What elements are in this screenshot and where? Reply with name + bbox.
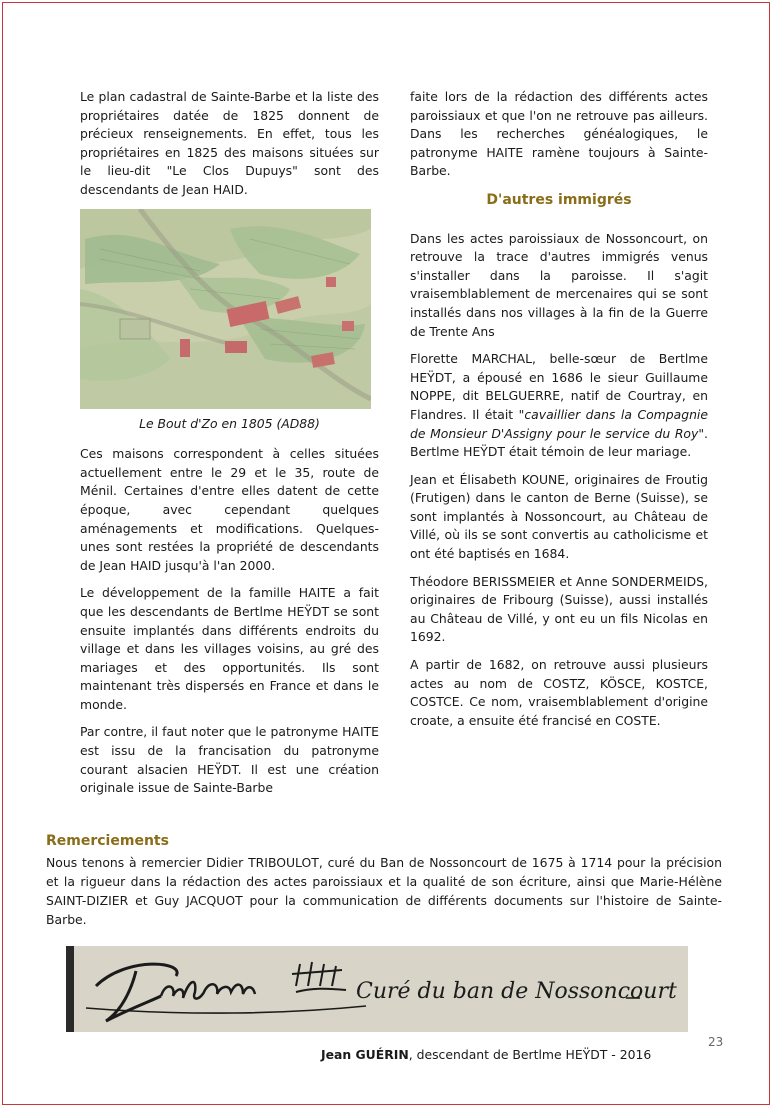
- patronym-paragraph: Par contre, il faut noter que le patronyme HAITE est issu de la francisation du patronyme courant alsacien HEŸDT. Il est une création originale issue de Sainte-Barbe: [80, 724, 379, 796]
- marchal-text-end: . Bertlme HEŸDT était témoin de leur mariage.: [410, 425, 708, 460]
- berissmeier-paragraph: Théodore BERISSMEIER et Anne SONDERMEIDS, originaires de Fribourg (Suisse), aussi installés au Château de Villé, y ont eu un fils Nicolas en 1692.: [410, 573, 708, 645]
- marchal-quote: "cavaillier dans la Compagnie de Monsieur D'Assigny pour le service du Roy": [410, 406, 708, 441]
- marchal-text-start: Florette MARCHAL, belle-sœur de Bertlme HEŸDT, a épousé en 1686 le sieur Guillaume NOPPE, dit BELGUERRE, natif de Courtray, en Flandres. Il était: [410, 351, 708, 422]
- page-number: 23: [708, 1035, 724, 1049]
- intro-paragraph: Le plan cadastral de Sainte-Barbe et la liste des propriétaires datée de 1825 donnent de précieux renseignements. En effet, tous les propriétaires en 1825 des maisons situées sur le lieu-dit "Le Clos Dupuys" sont des descendants de Jean HAID.: [80, 89, 379, 197]
- right-column: [410, 88, 708, 739]
- section-title-immigres: D'autres immigrés: [486, 191, 632, 208]
- marchal-paragraph: [410, 350, 708, 462]
- left-column: [80, 88, 379, 807]
- author-description: , descendant de Bertlme HEŸDT - 2016: [408, 1047, 652, 1062]
- continuation-paragraph: faite lors de la rédaction des différents actes paroissiaux et que l'on ne retrouve pas ailleurs. Dans les recherches généalogiques, le patronyme HAITE ramène toujours à Sainte-Barbe.: [410, 89, 708, 179]
- costz-paragraph: A partir de 1682, on retrouve aussi plusieurs actes au nom de COSTZ, KÖSCE, KOSTCE, COSTCE. Ce nom, vraisemblablement d'origine croate, a ensuite été francisé en COSTE.: [410, 657, 708, 728]
- map-drawing: [80, 209, 371, 409]
- koune-paragraph: Jean et Élisabeth KOUNE, originaires de Froutig (Frutigen) dans le canton de Berne (Suisse), se sont implantés à Nossoncourt, au Château de Villé, où ils se sont convertis au catholicisme et ont été baptisés en 1684.: [410, 471, 708, 562]
- signature-script-text: Curé du ban de Nossoncourt: [356, 979, 677, 1004]
- houses-paragraph: Ces maisons correspondent à celles situées actuellement entre le 29 et le 35, route de Ménil. Certaines d'entre elles datent de cette époque, avec cependant quelques aménagements et modifications. Quelques-unes sont restées la propriété de descendants de Jean HAID jusqu'à l'an 2000.: [80, 446, 379, 573]
- map-caption: Le Bout d'Zo en 1805 (AD88): [139, 415, 320, 431]
- cadastral-map-image: [80, 209, 371, 409]
- family-development-paragraph: Le développement de la famille HAITE a fait que les descendants de Bertlme HEŸDT se sont ensuite implantés dans différents endroits du village et dans les villages voisins, au gré des mariages et des opportunités. Ils sont maintenant très dispersés en France et dans le monde.: [80, 585, 379, 712]
- immigrants-intro-paragraph: Dans les actes paroissiaux de Nossoncourt, on retrouve la trace d'autres immigrés venus s'installer dans la paroisse. Il s'agit vraisemblablement de mercenaires qui se sont installés dans nos villages à la fin de la Guerre de Trente Ans: [410, 230, 708, 339]
- handwritten-signature-image: [66, 946, 688, 1032]
- author-signature-line: [321, 1047, 651, 1062]
- signature-drawing: [66, 946, 688, 1032]
- author-name: Jean GUÉRIN: [321, 1047, 409, 1062]
- thanks-title: Remerciements: [46, 833, 169, 849]
- thanks-paragraph: Nous tenons à remercier Didier TRIBOULOT, curé du Ban de Nossoncourt de 1675 à 1714 pour la précision et la rigueur dans la rédaction des actes paroissiaux et la qualité de son écriture, ainsi que Marie-Hélène SAINT-DIZIER et Guy JACQUOT pour la communication de différents documents sur l'histoire de Sainte-Barbe.: [46, 855, 722, 927]
